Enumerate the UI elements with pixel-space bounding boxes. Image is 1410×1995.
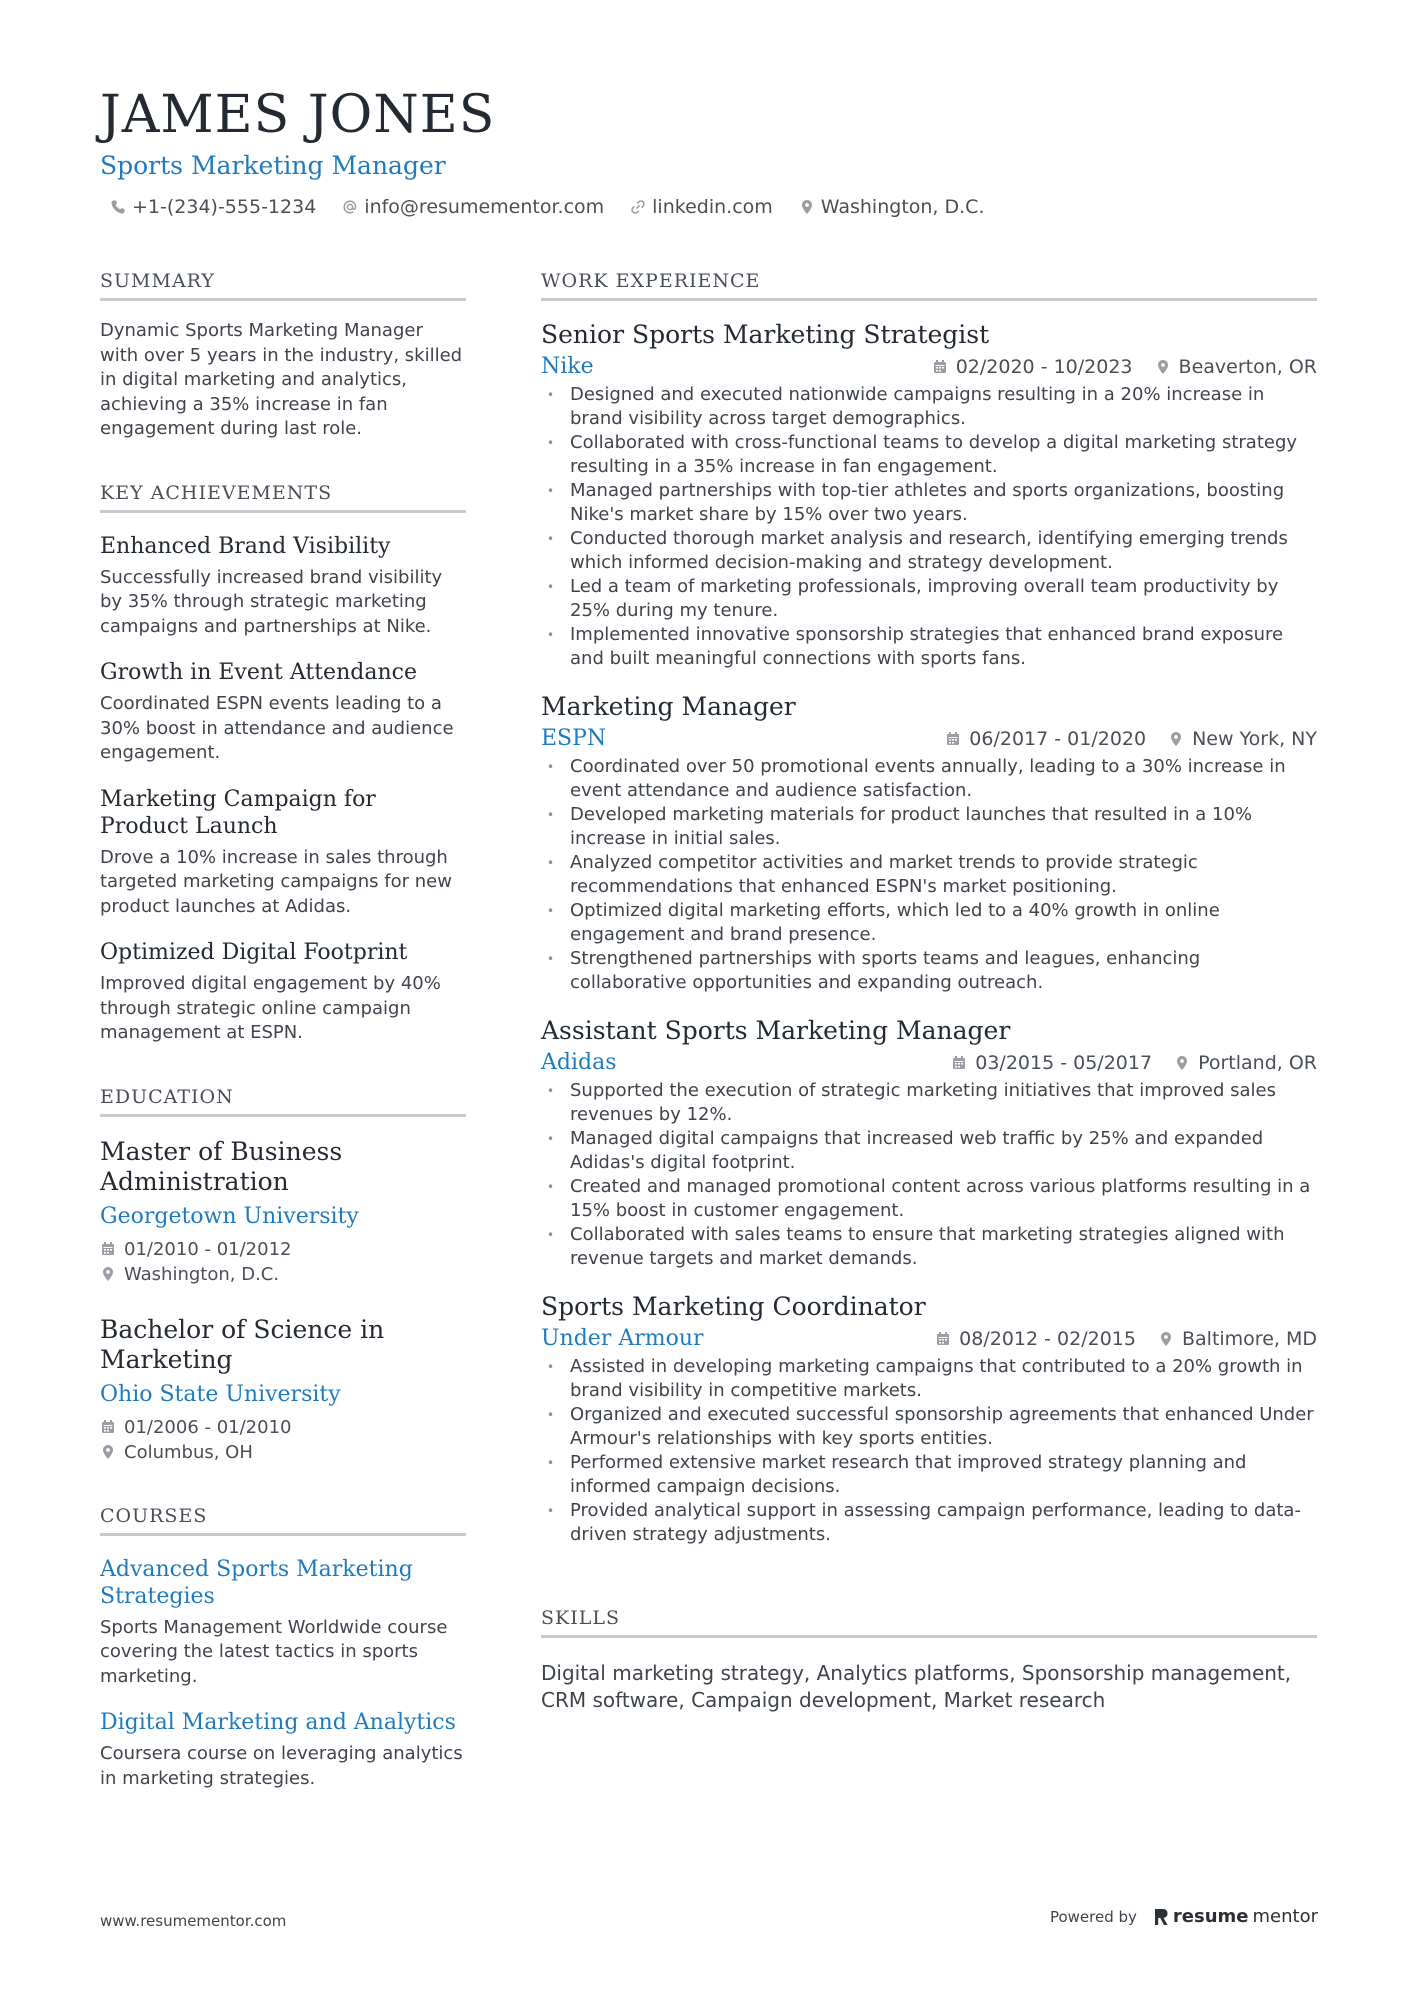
job-item bbox=[541, 691, 1317, 995]
location-text: Washington, D.C. bbox=[820, 196, 985, 218]
job-item bbox=[541, 1291, 1317, 1547]
company-name: ESPN bbox=[541, 726, 607, 751]
phone-icon bbox=[110, 199, 126, 215]
job-title: Sports Marketing Coordinator bbox=[541, 1292, 926, 1321]
job-list bbox=[541, 319, 1317, 1547]
company-name: Adidas bbox=[541, 1050, 617, 1075]
course-title: Digital Marketing and Analytics bbox=[100, 1710, 456, 1735]
education-location bbox=[100, 1440, 466, 1465]
section-title: EDUCATION bbox=[100, 1086, 466, 1117]
achievement-title: Enhanced Brand Visibility bbox=[100, 533, 391, 559]
section-title: WORK EXPERIENCE bbox=[541, 270, 1317, 301]
achievement-text: Successfully increased brand visibility by 35% through strategic marketing campaigns and partnerships at Nike. bbox=[100, 566, 443, 637]
education-dates bbox=[100, 1415, 466, 1440]
school-name: Ohio State University bbox=[100, 1381, 341, 1407]
achievement-text: Drove a 10% increase in sales through targeted marketing campaigns for new product launches at Adidas. bbox=[100, 846, 452, 917]
footer-brand bbox=[1050, 1906, 1318, 1927]
achievement-item bbox=[100, 786, 466, 920]
job-bullet: • Analyzed competitor activities and market trends to provide strategic recommendations that enhanced ESPN's market positioning. bbox=[541, 851, 1317, 899]
job-location bbox=[1168, 728, 1317, 750]
job-bullet: • Designed and executed nationwide campaigns resulting in a 20% increase in brand visibility across target demographics. bbox=[541, 383, 1317, 431]
section-title: SUMMARY bbox=[100, 270, 466, 301]
map-pin-icon bbox=[100, 1266, 116, 1282]
education-dates bbox=[100, 1237, 466, 1262]
job-bullets bbox=[541, 1079, 1317, 1271]
calendar-icon bbox=[932, 359, 948, 375]
job-bullet: • Managed digital campaigns that increased web traffic by 25% and expanded Adidas's digital footprint. bbox=[541, 1127, 1317, 1175]
section-title: SKILLS bbox=[541, 1607, 1317, 1638]
job-bullet: • Collaborated with cross-functional teams to develop a digital marketing strategy resulting in a 35% increase in fan engagement. bbox=[541, 431, 1317, 479]
link-icon bbox=[630, 199, 646, 215]
job-location bbox=[1155, 356, 1317, 378]
location-text: Beaverton, OR bbox=[1178, 356, 1317, 378]
job-meta-row bbox=[541, 1049, 1317, 1077]
job-bullet: • Coordinated over 50 promotional events annually, leading to a 30% increase in event attendance and audience satisfaction. bbox=[541, 755, 1317, 803]
achievement-item bbox=[100, 939, 466, 1046]
map-pin-icon bbox=[1168, 731, 1184, 747]
job-meta bbox=[932, 356, 1317, 378]
section-title: COURSES bbox=[100, 1505, 466, 1536]
job-meta-row bbox=[541, 1325, 1317, 1353]
job-item bbox=[541, 1015, 1317, 1271]
job-location bbox=[1158, 1328, 1317, 1350]
powered-by-label: Powered by bbox=[1049, 1907, 1137, 1926]
map-pin-icon bbox=[799, 199, 815, 215]
contact-linkedin[interactable] bbox=[630, 196, 773, 218]
job-dates bbox=[932, 356, 1133, 378]
brand-logo-icon bbox=[1153, 1907, 1169, 1927]
job-title: Senior Sports Marketing Strategist bbox=[541, 320, 990, 349]
job-meta bbox=[945, 728, 1317, 750]
location-text: Columbus, OH bbox=[124, 1441, 253, 1463]
course-text: Coursera course on leveraging analytics in marketing strategies. bbox=[100, 1743, 463, 1789]
brand-light: mentor bbox=[1252, 1906, 1318, 1927]
experience-section bbox=[541, 270, 1317, 1547]
location-text: Portland, OR bbox=[1198, 1052, 1317, 1074]
calendar-icon bbox=[100, 1419, 116, 1435]
education-item bbox=[100, 1137, 466, 1287]
job-meta-row bbox=[541, 725, 1317, 753]
course-item bbox=[100, 1556, 466, 1690]
contact-bar bbox=[110, 196, 1320, 218]
job-bullet: • Collaborated with sales teams to ensure that marketing strategies aligned with revenue targets and market demands. bbox=[541, 1223, 1317, 1271]
linkedin-text[interactable]: linkedin.com bbox=[652, 196, 773, 218]
section-title: KEY ACHIEVEMENTS bbox=[100, 482, 466, 513]
dates-text: 03/2015 - 05/2017 bbox=[975, 1052, 1153, 1074]
summary-section bbox=[100, 270, 466, 442]
job-item bbox=[541, 319, 1317, 671]
course-text: Sports Management Worldwide course covering the latest tactics in sports marketing. bbox=[100, 1616, 448, 1687]
job-bullets bbox=[541, 383, 1317, 671]
contact-email[interactable] bbox=[342, 196, 604, 218]
job-bullet: • Created and managed promotional content across various platforms resulting in a 15% boost in customer engagement. bbox=[541, 1175, 1317, 1223]
candidate-role: Sports Marketing Manager bbox=[100, 151, 446, 180]
education-location bbox=[100, 1262, 466, 1287]
at-icon bbox=[342, 199, 358, 215]
course-item bbox=[100, 1709, 466, 1791]
job-bullet: • Conducted thorough market analysis and research, identifying emerging trends which informed decision-making and strategy development. bbox=[541, 527, 1317, 575]
calendar-icon bbox=[945, 731, 961, 747]
map-pin-icon bbox=[1158, 1331, 1174, 1347]
dates-text: 06/2017 - 01/2020 bbox=[969, 728, 1147, 750]
dates-text: 02/2020 - 10/2023 bbox=[955, 356, 1133, 378]
job-location bbox=[1174, 1052, 1317, 1074]
job-bullet: • Provided analytical support in assessing campaign performance, leading to data-driven strategy adjustments. bbox=[541, 1499, 1317, 1547]
job-bullet: • Assisted in developing marketing campaigns that contributed to a 20% growth in brand visibility in competitive markets. bbox=[541, 1355, 1317, 1403]
company-name: Nike bbox=[541, 354, 594, 379]
candidate-name: JAMES JONES bbox=[100, 85, 496, 145]
job-dates bbox=[935, 1328, 1136, 1350]
job-bullet: • Performed extensive market research that improved strategy planning and informed campaign decisions. bbox=[541, 1451, 1317, 1499]
school-name: Georgetown University bbox=[100, 1203, 359, 1229]
job-title: Marketing Manager bbox=[541, 692, 796, 721]
brand-bold: resume bbox=[1172, 1906, 1249, 1927]
contact-location bbox=[799, 196, 985, 218]
job-bullet: • Organized and executed successful sponsorship agreements that enhanced Under Armour's relationships with key sports entities. bbox=[541, 1403, 1317, 1451]
job-meta-row bbox=[541, 353, 1317, 381]
job-bullet: • Developed marketing materials for product launches that resulted in a 10% increase in initial sales. bbox=[541, 803, 1317, 851]
achievement-item bbox=[100, 659, 466, 766]
calendar-icon bbox=[100, 1241, 116, 1257]
education-section bbox=[100, 1086, 466, 1465]
job-dates bbox=[951, 1052, 1152, 1074]
courses-section bbox=[100, 1505, 466, 1792]
job-bullet: • Supported the execution of strategic marketing initiatives that improved sales revenues by 12%. bbox=[541, 1079, 1317, 1127]
brand-logo[interactable] bbox=[1153, 1906, 1318, 1927]
summary-text: Dynamic Sports Marketing Manager with over 5 years in the industry, skilled in digital marketing and analytics, achieving a 35% increase in fan engagement during last role. bbox=[100, 320, 463, 439]
achievement-item bbox=[100, 533, 466, 640]
degree-title: Master of Business Administration bbox=[100, 1136, 343, 1196]
dates-text: 01/2010 - 01/2012 bbox=[124, 1238, 292, 1260]
job-title: Assistant Sports Marketing Manager bbox=[541, 1016, 1011, 1045]
skills-section bbox=[541, 1607, 1317, 1713]
contact-phone bbox=[110, 196, 316, 218]
map-pin-icon bbox=[1155, 359, 1171, 375]
course-title: Advanced Sports Marketing Strategies bbox=[100, 1556, 413, 1609]
job-bullet: • Led a team of marketing professionals, improving overall team productivity by 25% during my tenure. bbox=[541, 575, 1317, 623]
job-bullets bbox=[541, 755, 1317, 995]
skills-text: Digital marketing strategy, Analytics platforms, Sponsorship management, CRM software, Campaign development, Market research bbox=[541, 1661, 1292, 1712]
job-bullet: • Strengthened partnerships with sports teams and leagues, enhancing collaborative opportunities and expanding outreach. bbox=[541, 947, 1317, 995]
job-bullets bbox=[541, 1355, 1317, 1547]
location-text: Washington, D.C. bbox=[124, 1263, 280, 1285]
map-pin-icon bbox=[100, 1444, 116, 1460]
achievement-text: Coordinated ESPN events leading to a 30% boost in attendance and audience engagement. bbox=[100, 693, 454, 763]
job-bullet: • Managed partnerships with top-tier athletes and sports organizations, boosting Nike's market share by 15% over two years. bbox=[541, 479, 1317, 527]
email-text[interactable]: info@resumementor.com bbox=[364, 196, 605, 218]
phone-text: +1-(234)-555-1234 bbox=[132, 196, 317, 218]
job-meta bbox=[935, 1328, 1317, 1350]
map-pin-icon bbox=[1174, 1055, 1190, 1071]
left-column bbox=[100, 270, 466, 1831]
dates-text: 08/2012 - 02/2015 bbox=[959, 1328, 1136, 1350]
job-meta bbox=[951, 1052, 1317, 1074]
location-text: New York, NY bbox=[1192, 728, 1317, 750]
job-bullet: • Optimized digital marketing efforts, which led to a 40% growth in online engagement and brand presence. bbox=[541, 899, 1317, 947]
education-item bbox=[100, 1315, 466, 1465]
calendar-icon bbox=[951, 1055, 967, 1071]
dates-text: 01/2006 - 01/2010 bbox=[124, 1416, 292, 1438]
achievements-section bbox=[100, 482, 466, 1046]
degree-title: Bachelor of Science in Marketing bbox=[100, 1314, 385, 1374]
achievement-title: Growth in Event Attendance bbox=[100, 660, 417, 685]
calendar-icon bbox=[935, 1331, 951, 1347]
job-dates bbox=[945, 728, 1146, 750]
job-bullet: • Implemented innovative sponsorship strategies that enhanced brand exposure and built meaningful connections with sports fans. bbox=[541, 623, 1317, 671]
location-text: Baltimore, MD bbox=[1181, 1328, 1317, 1350]
company-name: Under Armour bbox=[541, 1326, 704, 1351]
achievement-title: Optimized Digital Footprint bbox=[100, 940, 408, 965]
achievement-title: Marketing Campaign for Product Launch bbox=[100, 786, 376, 839]
right-column bbox=[541, 270, 1317, 1713]
footer-website[interactable]: www.resumementor.com bbox=[100, 1912, 287, 1930]
achievement-text: Improved digital engagement by 40% through strategic online campaign management at ESPN. bbox=[100, 973, 441, 1043]
resume-header bbox=[100, 82, 1320, 218]
